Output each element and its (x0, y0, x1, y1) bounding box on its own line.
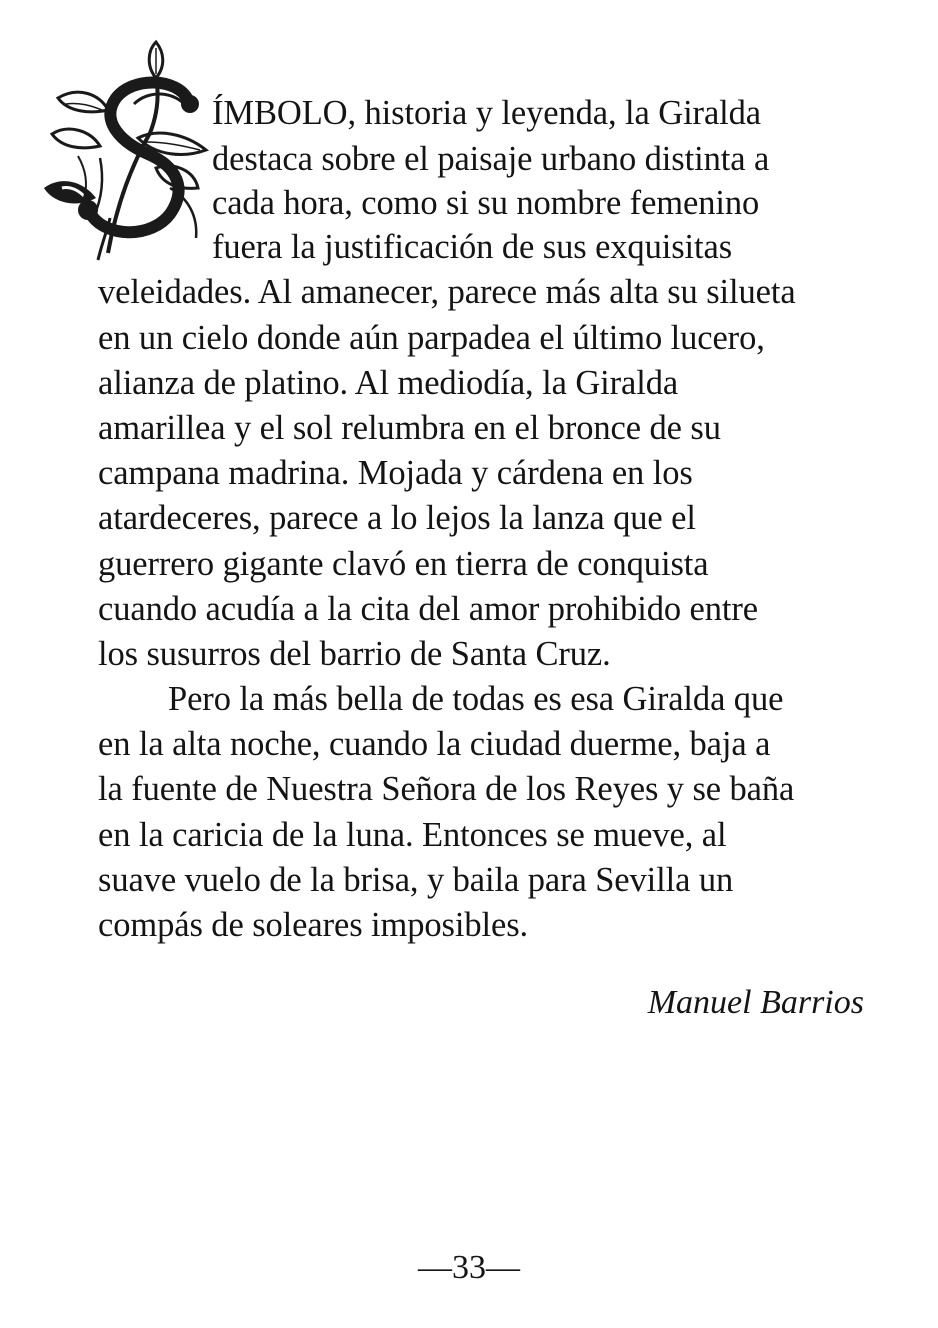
text-line: ÍMBOLO, historia y leyenda, la Giralda (212, 94, 762, 132)
text-line: guerrero gigante clavó en tierra de conquista (98, 545, 709, 583)
text-line: campana madrina. Mojada y cárdena en los (98, 454, 693, 492)
text-line: alianza de platino. Al mediodía, la Giralda (98, 364, 679, 402)
page-number: —33— (418, 1249, 520, 1286)
text-line: en la alta noche, cuando la ciudad duerme, baja a (98, 725, 771, 763)
text-line: los susurros del barrio de Santa Cruz. (98, 635, 611, 673)
text-line: veleidades. Al amanecer, parece más alta su silueta (98, 273, 796, 311)
text-line: Pero la más bella de todas es esa Giralda que (168, 680, 784, 718)
text-line: atardeceres, parece a lo lejos la lanza que el (98, 499, 696, 537)
ornamental-floral-letter-s-icon (38, 38, 210, 263)
text-line: suave vuelo de la brisa, y baila para Sevilla un (98, 861, 734, 899)
text-line: amarillea y el sol relumbra en el bronce de su (98, 409, 721, 447)
text-line: cuando acudía a la cita del amor prohibido entre (98, 590, 758, 628)
text-line: compás de soleares imposibles. (98, 906, 529, 944)
text-line: en un cielo donde aún parpadea el último lucero, (98, 319, 765, 357)
author-signature: Manuel Barrios (647, 984, 864, 1021)
text-line: fuera la justificación de sus exquisitas (212, 228, 733, 266)
text-line: destaca sobre el paisaje urbano distinta a (212, 140, 770, 178)
text-line: la fuente de Nuestra Señora de los Reyes y se baña (98, 770, 795, 808)
text-line: en la caricia de la luna. Entonces se mueve, al (98, 816, 727, 854)
text-line: cada hora, como si su nombre femenino (212, 184, 760, 222)
